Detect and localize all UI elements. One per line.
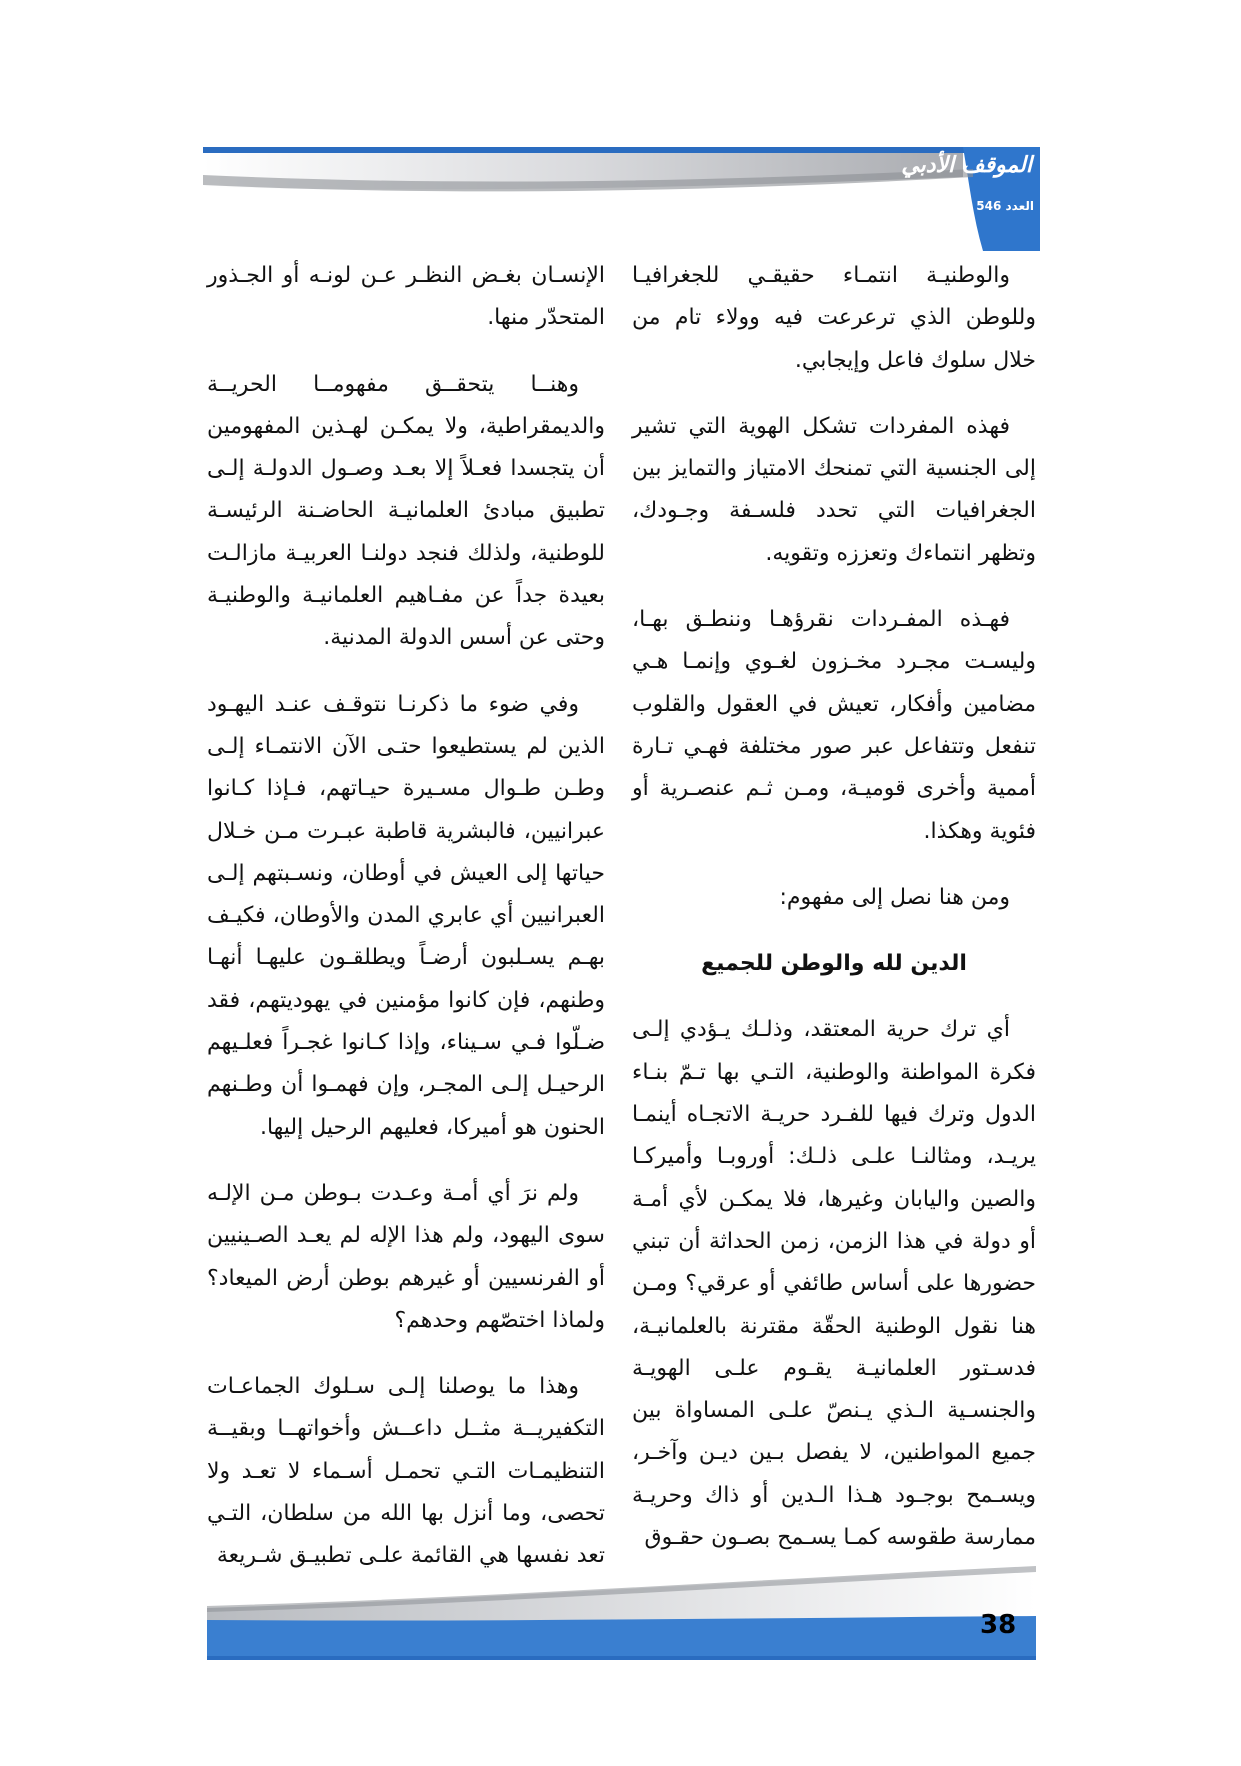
paragraph: الإنسـان بغـض النظـر عـن لونـه أو الجـذور المتحدّر منها.: [207, 263, 605, 331]
footer-banner: [207, 1560, 1036, 1660]
section-heading: الدين لله والوطن للجميع: [701, 951, 967, 977]
paragraph: وهذا ما يوصلنا إلـى سـلوك الجماعـات التكفيريــة مثــل داعــش وأخواتهــا وبقيــة التنظيمـات التـي تحمـل أسـماء لا تعـد ولا تحصى، وما أنزل بها الله من سلطان، التـي تعد نفسها هي القائمة علـى تطبيـق شـريعة: [207, 1374, 605, 1569]
right-column: [632, 255, 1036, 1583]
issue-line: العدد 546 - تشرين الأول/ 2016: [846, 199, 1034, 213]
paragraph: وفي ضوء ما ذكرنـا نتوقـف عنـد اليهـود الذين لم يستطيعوا حتـى الآن الانتمـاء إلـى وطـن طـوال مسـيرة حيـاتهم، فـإذا كـانوا عبرانيين، فالبشرية قاطبة عبـرت مـن خـلال حياتها إلى العيش في أوطان، ونسـبتهم إلـى العبرانيين أي عابري المدن والأوطان، فكيـف بهـم يسـلبون أرضـاً ويطلقـون عليهـا أنهـا وطنهم، فإن كانوا مؤمنين في يهوديتهم، فقد ضـلّوا فـي سـيناء، وإذا كـانوا غجـراً فعلـيهم الرحيـل إلـى المجـر، وإن فهمـوا أن وطـنهم الحنون هو أميركا، فعليهم الرحيل إليها.: [207, 691, 605, 1140]
left-column: [207, 255, 605, 1602]
header-banner: [203, 147, 1040, 251]
brand-logo: الموقف الأدبي: [901, 153, 1032, 178]
page-number: 38: [980, 1610, 1017, 1640]
paragraph: ومن هنا نصل إلى مفهوم:: [779, 884, 1010, 910]
paragraph: ولم نرَ أي أمـة وعـدت بـوطن مـن الإلـه سوى اليهود، ولم هذا الإله لم يعـد الصـينيين أو الفرنسيين أو غيرهم بوطن أرض الميعاد؟ ولماذا اختصّهم وحدهم؟: [207, 1180, 605, 1333]
paragraph: فهذه المفردات تشكل الهوية التي تشير إلى الجنسية التي تمنحك الامتياز والتمايز بين الجغرافيات التي تحدد فلسـفة وجـودك، وتظهر انتماءك وتعززه وتقويه.: [632, 413, 1036, 566]
paragraph: أي ترك حرية المعتقد، وذلـك يـؤدي إلـى فكرة المواطنة والوطنية، التـي بها تـمّ بنـاء الدول وترك فيها للفـرد حريـة الاتجـاه أينمـا يريـد، ومثالنـا علـى ذلـك: أوروبـا وأميركـا والصين واليابان وغيرها، فلا يمكـن لأي أمـة أو دولة في هذا الزمن، زمن الحداثة أن تبني حضورها على أساس طائفي أو عرقي؟ ومـن هنا نقول الوطنية الحقّة مقترنة بالعلمانيـة، فدسـتور العلمانيـة يقـوم علـى الهويـة والجنسـية الـذي يـنصّ علـى المساواة بين جميع المواطنين، لا يفصل بـين ديـن وآخـر، ويسـمح بوجـود هـذا الـدين أو ذاك وحريـة ممارسة طقوسه كمـا يسـمح بصـون حقـوق: [632, 1017, 1036, 1551]
paragraph: وهنــا يتحقــق مفهومــا الحريــة والديمقراطية، ولا يمكـن لهـذين المفهومين أن يتجسدا فعـلاً إلا بعـد وصـول الدولـة إلـى تطبيق مبادئ العلمانيـة الحاضـنة الرئيسـة للوطنية، ولذلك فنجد دولنـا العربيـة مازالـت بعيدة جداً عن مفـاهيم العلمانيـة والوطنيـة وحتى عن أسس الدولة المدنية.: [207, 371, 605, 651]
paragraph: والوطنيـة انتمـاء حقيقـي للجغرافيـا وللوطن الذي ترعرعت فيه وولاء تام من خلال سلوك فاعل وإيجابي.: [632, 263, 1036, 373]
footer-swoosh-graphic: [207, 1560, 1036, 1660]
paragraph: فهـذه المفـردات نقرؤهـا وننطـق بهـا، وليسـت مجـرد مخـزون لغـوي وإنمـا هـي مضامين وأفكار، تعيش في العقول والقلوب تنفعل وتتفاعل عبر صور مختلفة فهـي تـارة أممية وأخرى قوميـة، ومـن ثـم عنصـرية أو فئوية وهكذا.: [632, 607, 1036, 844]
